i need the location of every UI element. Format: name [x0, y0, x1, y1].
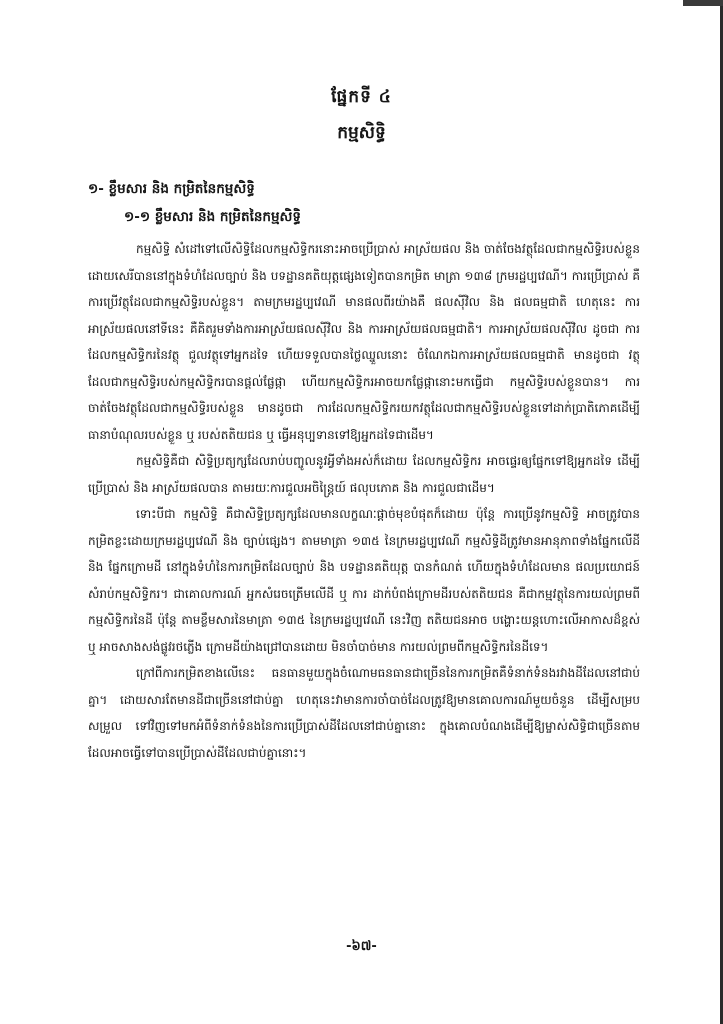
- subsection-heading: ១-១ ខ្លឹមសារ និង កម្រិតនៃកម្មសិទ្ធិ: [124, 209, 301, 225]
- page-number: -៦៧-: [346, 939, 377, 954]
- paragraph: ទោះបីជា កម្មសិទ្ធិ គឺជាសិទ្ធិប្រត្យក្សដែលមានលក្ខណៈផ្តាច់មុខបំផុតក៏ដោយ ប៉ុន្តែ ការប្រើនូវកម្មសិទ្ធិ អាចត្រូវបានកម្រិតខ្លះដោយក្រមរដ្ឋប្បវេណី និង ច្បាប់ផ្សេង។ តាមមាត្រា ១៣៥ នៃក្រមរដ្ឋប្បវេណី កម្មសិទ្ធិដីត្រូវមានអានុភាពទាំងផ្នែកលើដី និង ផ្នែកក្រោមដី នៅក្នុងទំហំនៃការកម្រិតដែលច្បាប់ និង បទដ្ឋានគតិយុត្ត បានកំណត់ ហើយក្នុងទំហំដែលមាន ផលប្រយោជន៍សំរាប់កម្មសិទ្ធិករ។ ជាគោលការណ៍ អ្នកសំរេចត្រើមលើដី ឬ ការ ដាក់បំពង់ក្រោមដីរបស់តតិយជន គឺជាកម្មវត្ថុនៃការយល់ព្រមពីកម្មសិទ្ធិករនៃដី ប៉ុន្តែ តាមខ្លឹមសារនៃមាត្រា ១៣៥ នៃក្រមរដ្ឋប្បវេណី នេះវិញ តតិយជនអាច បង្ហោះយន្តហោះលើអាកាសដ៏ខ្ពស់ ឬ អាចសាងសង់ផ្លូវរថភ្លើង ក្រោមដីយ៉ាងជ្រៅបានដោយ មិនចាំបាច់មាន ការយល់ព្រមពីកម្មសិទ្ធិករនៃដីទេ។: [88, 507, 640, 654]
- scan-edge-top: [683, 0, 723, 6]
- body-text: [88, 236, 640, 766]
- chapter-heading: ផ្នែកទី ៤: [331, 87, 392, 107]
- paragraph: កម្មសិទ្ធិ សំដៅទៅលើសិទ្ធិដែលកម្មសិទ្ធិករនោះអាចប្រើប្រាស់ អាស្រ័យផល និង ចាត់ចែងវត្ថុដែលជាកម្មសិទ្ធិរបស់ខ្លួន ដោយសេរីបាននៅក្នុងទំហំដែលច្បាប់ និង បទដ្ឋានគតិយុត្តផ្សេងទៀតបានកម្រិត មាត្រា ១៣៨ ក្រមរដ្ឋប្បវេណី។ ការប្រើប្រាស់ គឺការប្រើវត្ថុដែលជាកម្មសិទ្ធិរបស់ខ្លួន។ តាមក្រមរដ្ឋប្បវេណី មានផលពីរយ៉ាងគឺ ផលស៊ីវិល និង ផលធម្មជាតិ ហេតុនេះ ការអាស្រ័យផលនៅទីនេះ គឺគិតរួមទាំងការអាស្រ័យផលស៊ីវិល និង ការអាស្រ័យផលធម្មជាតិ។ ការអាស្រ័យផលស៊ីវិល ដូចជា ការដែលកម្មសិទ្ធិករនៃវត្ថុ ជួលវត្ថុទៅអ្នកដទៃ ហើយទទួលបានថ្លៃឈ្នួលនោះ ចំណែកឯការអាស្រ័យផលធម្មជាតិ មានដូចជា វត្ថុ ដែលជាកម្មសិទ្ធិរបស់កម្មសិទ្ធិករបានផ្តល់ផ្លែផ្កា ហើយកម្មសិទ្ធិករអាចយកផ្លែផ្កានោះមកធ្វើជា កម្មសិទ្ធិរបស់ខ្លួនបាន។ ការចាត់ចែងវត្ថុដែលជាកម្មសិទ្ធិរបស់ខ្លួន មានដូចជា ការដែលកម្មសិទ្ធិករយកវត្ថុដែលជាកម្មសិទ្ធិរបស់ខ្លួនទៅដាក់ប្រាតិភោគដើម្បីធានាបំណុលរបស់ខ្លួន ឬ របស់តតិយជន ឬ ធ្វើអនុប្បទានទៅឱ្យអ្នកដទៃជាដើម។: [88, 242, 640, 442]
- paragraph: កម្មសិទ្ធិគឺជា សិទ្ធិប្រត្យក្សដែលរាប់បញ្ចូលនូវអ្វីទាំងអស់ក៏ដោយ ដែលកម្មសិទ្ធិករ អាចផ្ទេរឲ្យផ្នែកទៅឱ្យអ្នកដទៃ ដើម្បីប្រើប្រាស់ និង អាស្រ័យផលបាន តាមរយៈការជួលអចិន្ត្រៃយ៍ ផលុបភោគ និង ការជួលជាដើម។: [88, 454, 640, 495]
- paragraph: ក្រៅពីការកម្រិតខាងលើនេះ ធនធានមួយក្នុងចំណោមធនធានជាច្រើននៃការកម្រិតគឺទំនាក់ទំនងរវាងដីដែលនៅជាប់គ្នា។ ដោយសារតែមានដីជាច្រើននៅជាប់គ្នា ហេតុនេះវាមានការចាំបាច់ដែលត្រូវឱ្យមានគោលការណ៍មួយចំនួន ដើម្បីសម្របសម្រួល ទៅវិញទៅមកអំពីទំនាក់ទំនងនៃការប្រើប្រាស់ដីដែលនៅជាប់គ្នានោះ ក្នុងគោលបំណងដើម្បីឱ្យម្ចាស់សិទ្ធិជាច្រើនតាមដែលអាចធ្វើទៅបានប្រើប្រាស់ដីដែលជាប់គ្នានោះ។: [88, 666, 640, 760]
- section-heading: ១- ខ្លឹមសារ និង កម្រិតនៃកម្មសិទ្ធិ: [88, 181, 255, 197]
- chapter-title: កម្មសិទ្ធិ: [337, 123, 386, 143]
